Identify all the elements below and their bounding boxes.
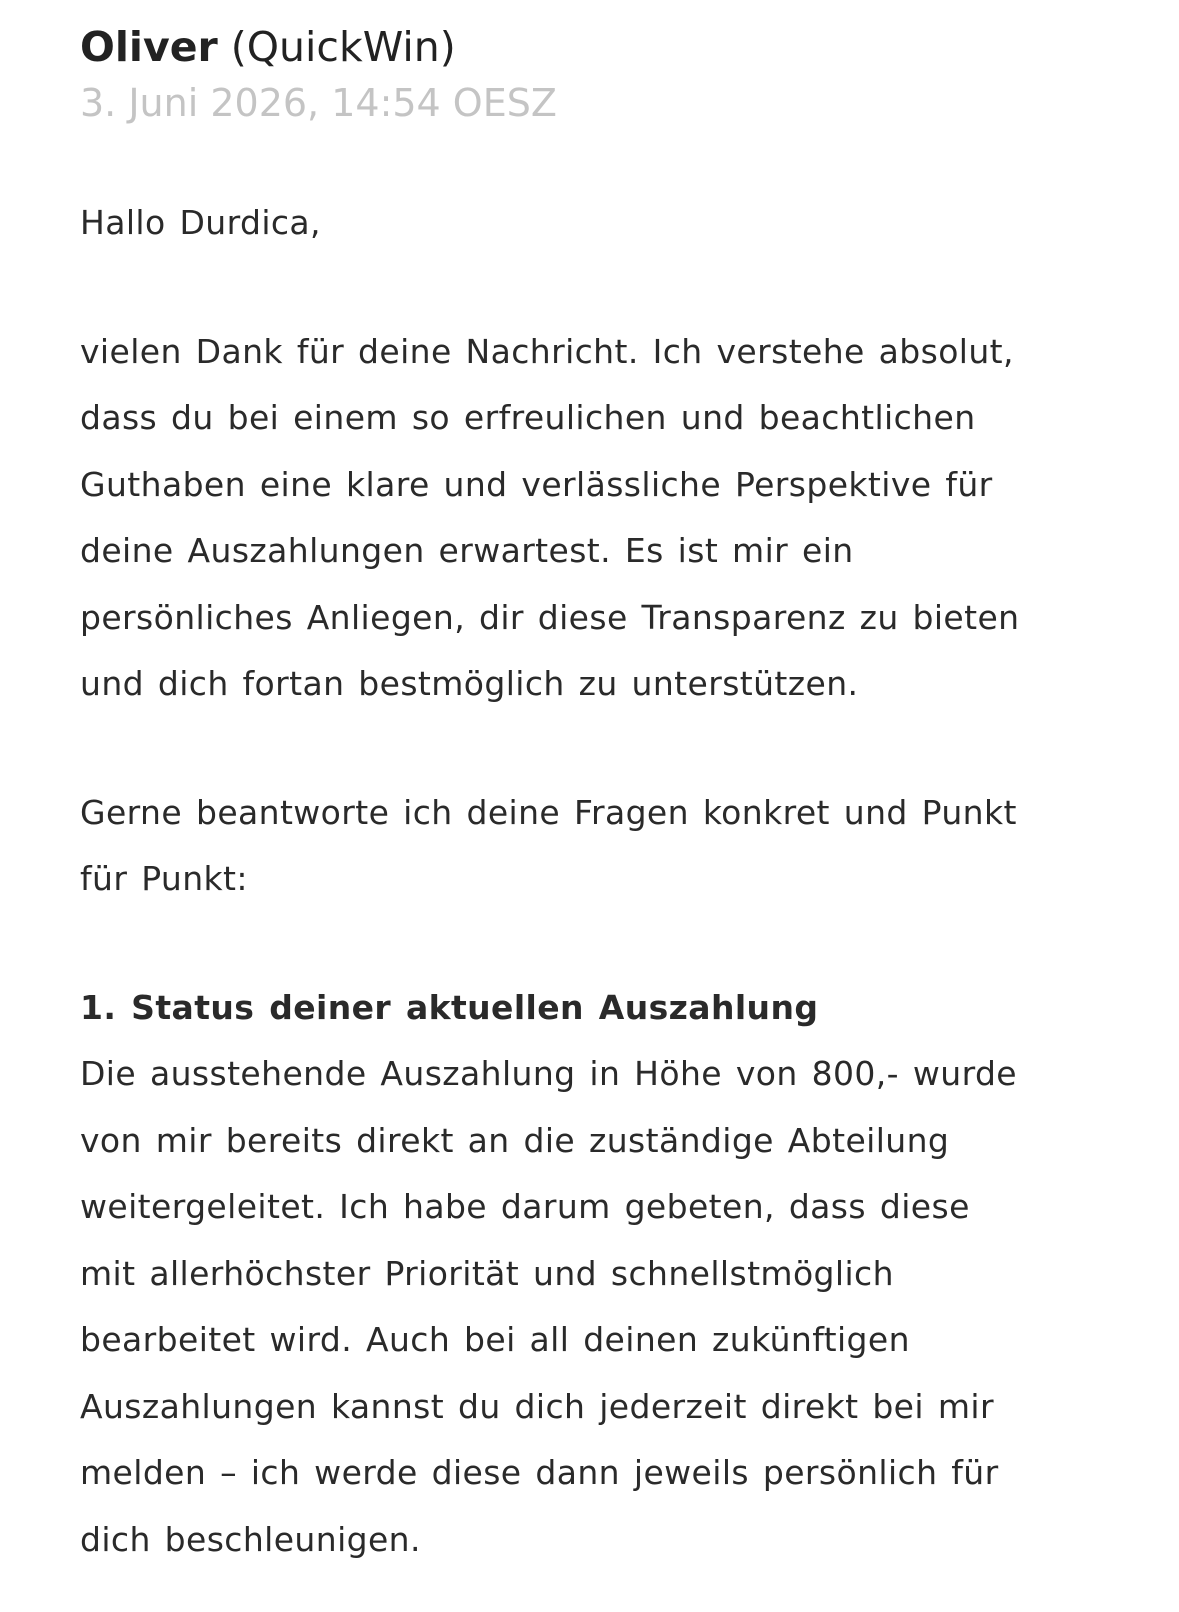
section-heading: 1. Status deiner aktuellen Auszahlung	[80, 987, 819, 1027]
paragraph-answers	[80, 780, 1099, 913]
sender-organization: (QuickWin)	[230, 23, 456, 71]
text-line: mit allerhöchster Priorität und schnellstmöglich	[80, 1253, 894, 1293]
text-line: für Punkt:	[80, 859, 248, 898]
text-line: persönliches Anliegen, dir diese Transparenz zu bieten	[80, 597, 1020, 637]
text-line: von mir bereits direkt an die zuständige Abteilung	[80, 1120, 950, 1160]
text-line: Die ausstehende Auszahlung in Höhe von 800,- wurde	[80, 1054, 1018, 1093]
message-timestamp: 3. Juni 2026, 14:54 OESZ	[80, 81, 557, 125]
text-line: Gerne beantworte ich deine Fragen konkret und Punkt	[80, 792, 1017, 832]
text-line: bearbeitet wird. Auch bei all deinen zukünftigen	[80, 1320, 910, 1359]
text-line: Guthaben eine klare und verlässliche Perspektive für	[80, 464, 993, 504]
text-line: deine Auszahlungen erwartest. Es ist mir ein	[80, 531, 854, 570]
text-line: dich beschleunigen.	[80, 1519, 421, 1559]
greeting: Hallo Durdica,	[80, 203, 321, 242]
text-line: dass du bei einem so erfreulichen und beachtlichen	[80, 398, 976, 437]
sender-name[interactable]: Oliver	[80, 23, 218, 71]
text-line: weitergeleitet. Ich habe darum gebeten, dass diese	[80, 1187, 970, 1226]
text-line: melden – ich werde diese dann jeweils persönlich für	[80, 1453, 999, 1492]
message-header	[80, 18, 1099, 76]
paragraph-intro	[80, 319, 1099, 718]
text-line: Auszahlungen kannst du dich jederzeit direkt bei mir	[80, 1386, 994, 1426]
text-line: und dich fortan bestmöglich zu unterstützen.	[80, 664, 859, 703]
section-paragraph	[80, 1041, 1099, 1573]
text-line: vielen Dank für deine Nachricht. Ich verstehe absolut,	[80, 331, 1014, 371]
message-body	[80, 190, 1099, 1573]
